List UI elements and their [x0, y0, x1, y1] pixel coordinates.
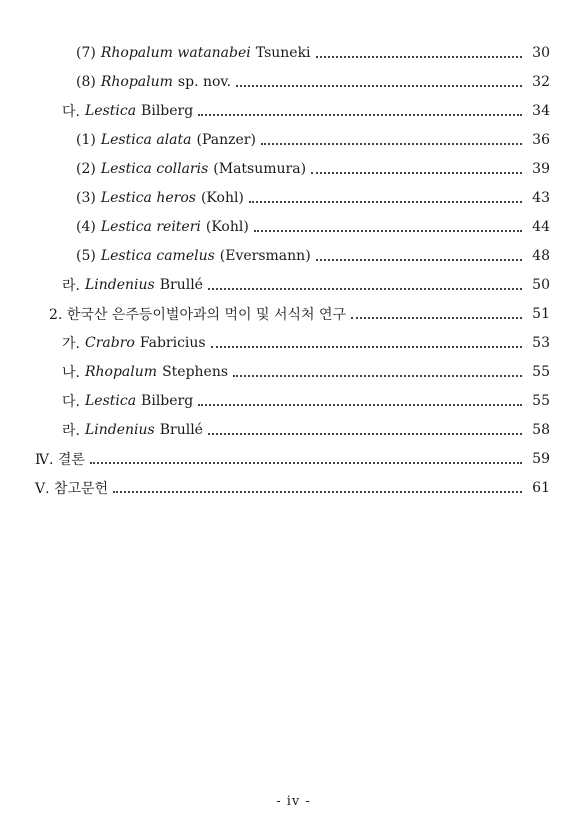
toc-page-number: 34	[532, 102, 550, 119]
toc-dot-leader	[208, 419, 522, 435]
toc-entry-text: (Kohl)	[200, 189, 244, 206]
toc-entry[interactable]	[0, 241, 587, 270]
toc-entry-title	[62, 333, 206, 353]
toc-entry-title	[35, 449, 85, 469]
toc-page-number: 61	[532, 479, 550, 496]
toc-entry[interactable]	[0, 183, 587, 212]
toc-entry-text: (8)	[76, 73, 96, 90]
toc-entry-text: 다.	[62, 393, 80, 410]
toc-entry-text: 라.	[62, 277, 80, 294]
toc-entry[interactable]	[0, 444, 587, 473]
toc-entry-text: (Matsumura)	[213, 160, 307, 177]
toc-entry-taxon-name: Rhopalum	[84, 363, 158, 380]
toc-entry-taxon-name: Lestica reiteri	[100, 218, 201, 235]
toc-page-number: 39	[532, 160, 550, 177]
toc-entry[interactable]	[0, 212, 587, 241]
toc-entry[interactable]	[0, 38, 587, 67]
toc-entry-taxon-name: Lestica	[84, 392, 137, 409]
toc-dot-leader	[351, 303, 522, 319]
toc-page-number: 59	[532, 450, 550, 467]
page-footer-number: - iv -	[276, 794, 311, 809]
toc-entry-title	[76, 161, 306, 177]
toc-dot-leader	[90, 448, 522, 464]
toc-dot-leader	[254, 216, 522, 232]
toc-entry-text: Bilberg	[141, 102, 194, 119]
toc-entry-title	[76, 190, 244, 206]
toc-page-number: 30	[532, 44, 550, 61]
toc-page-number: 58	[532, 421, 550, 438]
toc-entry[interactable]	[0, 328, 587, 357]
toc-page-number: 55	[532, 392, 550, 409]
toc-page-number: 55	[532, 363, 550, 380]
toc-entry-text: (5)	[76, 247, 96, 264]
toc-page-number: 43	[532, 189, 550, 206]
toc-entry-text: Ⅴ. 참고문헌	[35, 480, 109, 497]
toc-entry-title	[76, 74, 231, 90]
toc-entry-text: 가.	[62, 335, 80, 352]
toc-entry-text: (1)	[76, 131, 96, 148]
toc-entry-taxon-name: Lindenius	[84, 421, 155, 438]
table-of-contents	[0, 38, 587, 502]
toc-entry[interactable]	[0, 67, 587, 96]
toc-entry-taxon-name: Lestica collaris	[100, 160, 209, 177]
toc-entry-title	[76, 219, 249, 235]
toc-dot-leader	[311, 158, 522, 174]
toc-entry-text: Brullé	[159, 276, 203, 293]
toc-entry-text: Fabricius	[139, 334, 206, 351]
toc-dot-leader	[113, 477, 522, 493]
toc-entry-title	[76, 248, 311, 264]
toc-page-number: 48	[532, 247, 550, 264]
toc-dot-leader	[261, 129, 522, 145]
toc-entry-text: (Kohl)	[205, 218, 249, 235]
toc-entry-text: Brullé	[159, 421, 203, 438]
toc-entry-title	[62, 420, 203, 440]
toc-entry-taxon-name: Lestica alata	[100, 131, 192, 148]
toc-entry-text: (Panzer)	[196, 131, 256, 148]
toc-entry-text: 2. 한국산 은주등이벌아과의 먹이 및 서식처 연구	[49, 306, 347, 323]
toc-entry-text: (4)	[76, 218, 96, 235]
toc-entry-title	[76, 45, 311, 61]
toc-entry-text: Ⅳ. 결론	[35, 451, 85, 468]
toc-entry-taxon-name: Rhopalum	[100, 73, 173, 90]
toc-entry[interactable]	[0, 125, 587, 154]
toc-page-number: 51	[532, 305, 550, 322]
toc-entry-text: (Eversmann)	[219, 247, 311, 264]
toc-entry[interactable]	[0, 154, 587, 183]
toc-dot-leader	[198, 100, 522, 116]
toc-entry-text: 라.	[62, 422, 80, 439]
toc-entry-taxon-name: Lindenius	[84, 276, 155, 293]
toc-dot-leader	[208, 274, 522, 290]
toc-entry-text: (3)	[76, 189, 96, 206]
toc-entry[interactable]	[0, 386, 587, 415]
toc-entry-title	[62, 362, 228, 382]
toc-entry-title	[49, 304, 346, 324]
toc-dot-leader	[198, 390, 522, 406]
toc-entry-taxon-name: Lestica	[84, 102, 137, 119]
toc-entry-text: Bilberg	[141, 392, 194, 409]
toc-entry-text: (7)	[76, 44, 96, 61]
toc-entry[interactable]	[0, 299, 587, 328]
toc-dot-leader	[236, 71, 522, 87]
toc-entry-title	[76, 132, 256, 148]
toc-entry[interactable]	[0, 96, 587, 125]
toc-dot-leader	[316, 42, 522, 58]
toc-dot-leader	[316, 245, 522, 261]
toc-entry-text: Stephens	[162, 363, 229, 380]
toc-entry-text: 나.	[62, 364, 80, 381]
toc-dot-leader	[211, 332, 522, 348]
toc-entry-taxon-name: Lestica camelus	[100, 247, 215, 264]
toc-entry-taxon-name: Crabro	[84, 334, 135, 351]
toc-entry[interactable]	[0, 415, 587, 444]
toc-dot-leader	[233, 361, 522, 377]
toc-page-number: 32	[532, 73, 550, 90]
toc-page-number: 50	[532, 276, 550, 293]
toc-entry-text: sp. nov.	[177, 73, 232, 90]
toc-entry-title	[62, 101, 193, 121]
toc-entry-title	[62, 391, 193, 411]
toc-entry-text: 다.	[62, 103, 80, 120]
toc-entry-taxon-name: Rhopalum watanabei	[100, 44, 251, 61]
toc-entry-title	[35, 478, 108, 498]
toc-page-number: 36	[532, 131, 550, 148]
toc-entry[interactable]	[0, 270, 587, 299]
toc-entry-text: (2)	[76, 160, 96, 177]
toc-dot-leader	[249, 187, 522, 203]
toc-page-number: 53	[532, 334, 550, 351]
toc-entry-taxon-name: Lestica heros	[100, 189, 196, 206]
toc-page-number: 44	[532, 218, 550, 235]
toc-entry-title	[62, 275, 203, 295]
toc-entry-text: Tsuneki	[255, 44, 311, 61]
toc-entry[interactable]	[0, 357, 587, 386]
toc-entry[interactable]	[0, 473, 587, 502]
